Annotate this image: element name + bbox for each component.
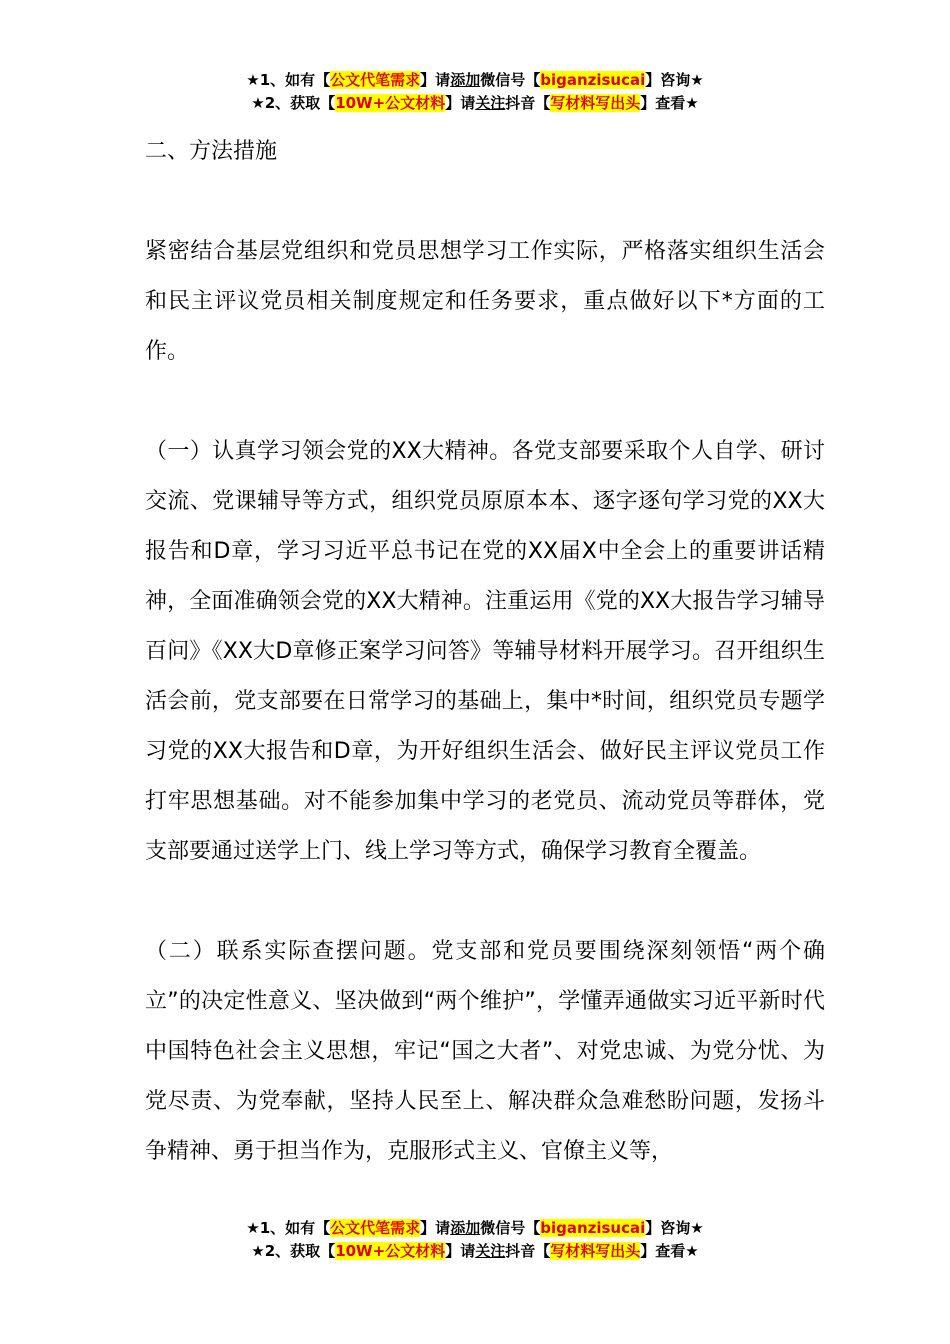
section-heading: 二、方法措施: [145, 139, 278, 164]
highlight-service: 公文代笔需求: [330, 71, 421, 89]
paragraph-section-2: （二）联系实际查摆问题。党支部和党员要围绕深刻领悟“两个确立”的决定性意义、坚决做到“两个维护”，学懂弄通做实习近平新时代中国特色社会主义思想，牢记“国之大者”、对党忠诚、为党分忧、为党尽责、为党奉献，坚持人民至上、解决群众急难愁盼问题，发扬斗争精神、勇于担当作为，克服形式主义、官僚主义等，: [145, 939, 825, 1164]
highlight-materials: 10W+公文材料: [335, 94, 446, 112]
promo-line-2: ★2、获取【10W+公文材料】请关注抖音【写材料写出头】查看★: [251, 1242, 699, 1260]
underline-add: 添加: [450, 1219, 481, 1237]
promo-line-1: ★1、如有【公文代笔需求】请添加微信号【biganzisucai】咨询★: [246, 71, 704, 89]
underline-add: 添加: [450, 71, 481, 89]
highlight-wechat-id: biganzisucai: [540, 71, 646, 89]
paragraph-section-1: （一）认真学习领会党的XX大精神。各党支部要采取个人自学、研讨交流、党课辅导等方式，组织党员原原本本、逐字逐句学习党的XX大报告和D章，学习习近平总书记在党的XX届X中全会上的重要讲话精神，全面准确领会党的XX大精神。注重运用《党的XX大报告学习辅导百问》《XX大D章修正案学习问答》等辅导材料开展学习。召开组织生活会前，党支部要在日常学习的基础上，集中*时间，组织党员专题学习党的XX大报告和D章，为开好组织生活会、做好民主评议党员工作打牢思想基础。对不能参加集中学习的老党员、流动党员等群体，党支部要通过送学上门、线上学习等方式，确保学习教育全覆盖。: [145, 439, 825, 864]
paragraph-intro: 紧密结合基层党组织和党员思想学习工作实际，严格落实组织生活会和民主评议党员相关制度规定和任务要求，重点做好以下*方面的工作。: [145, 239, 825, 364]
underline-follow: 关注: [475, 94, 506, 112]
underline-follow: 关注: [475, 1242, 506, 1260]
document-body: [145, 127, 825, 1177]
promo-banner-bottom: [0, 1217, 950, 1263]
highlight-douyin: 写材料写出头: [550, 1242, 641, 1260]
promo-line-1: ★1、如有【公文代笔需求】请添加微信号【biganzisucai】咨询★: [246, 1219, 704, 1237]
highlight-douyin: 写材料写出头: [550, 94, 641, 112]
highlight-materials: 10W+公文材料: [335, 1242, 446, 1260]
promo-line-2: ★2、获取【10W+公文材料】请关注抖音【写材料写出头】查看★: [251, 94, 699, 112]
highlight-wechat-id: biganzisucai: [540, 1219, 646, 1237]
highlight-service: 公文代笔需求: [330, 1219, 421, 1237]
promo-banner-top: [0, 69, 950, 115]
